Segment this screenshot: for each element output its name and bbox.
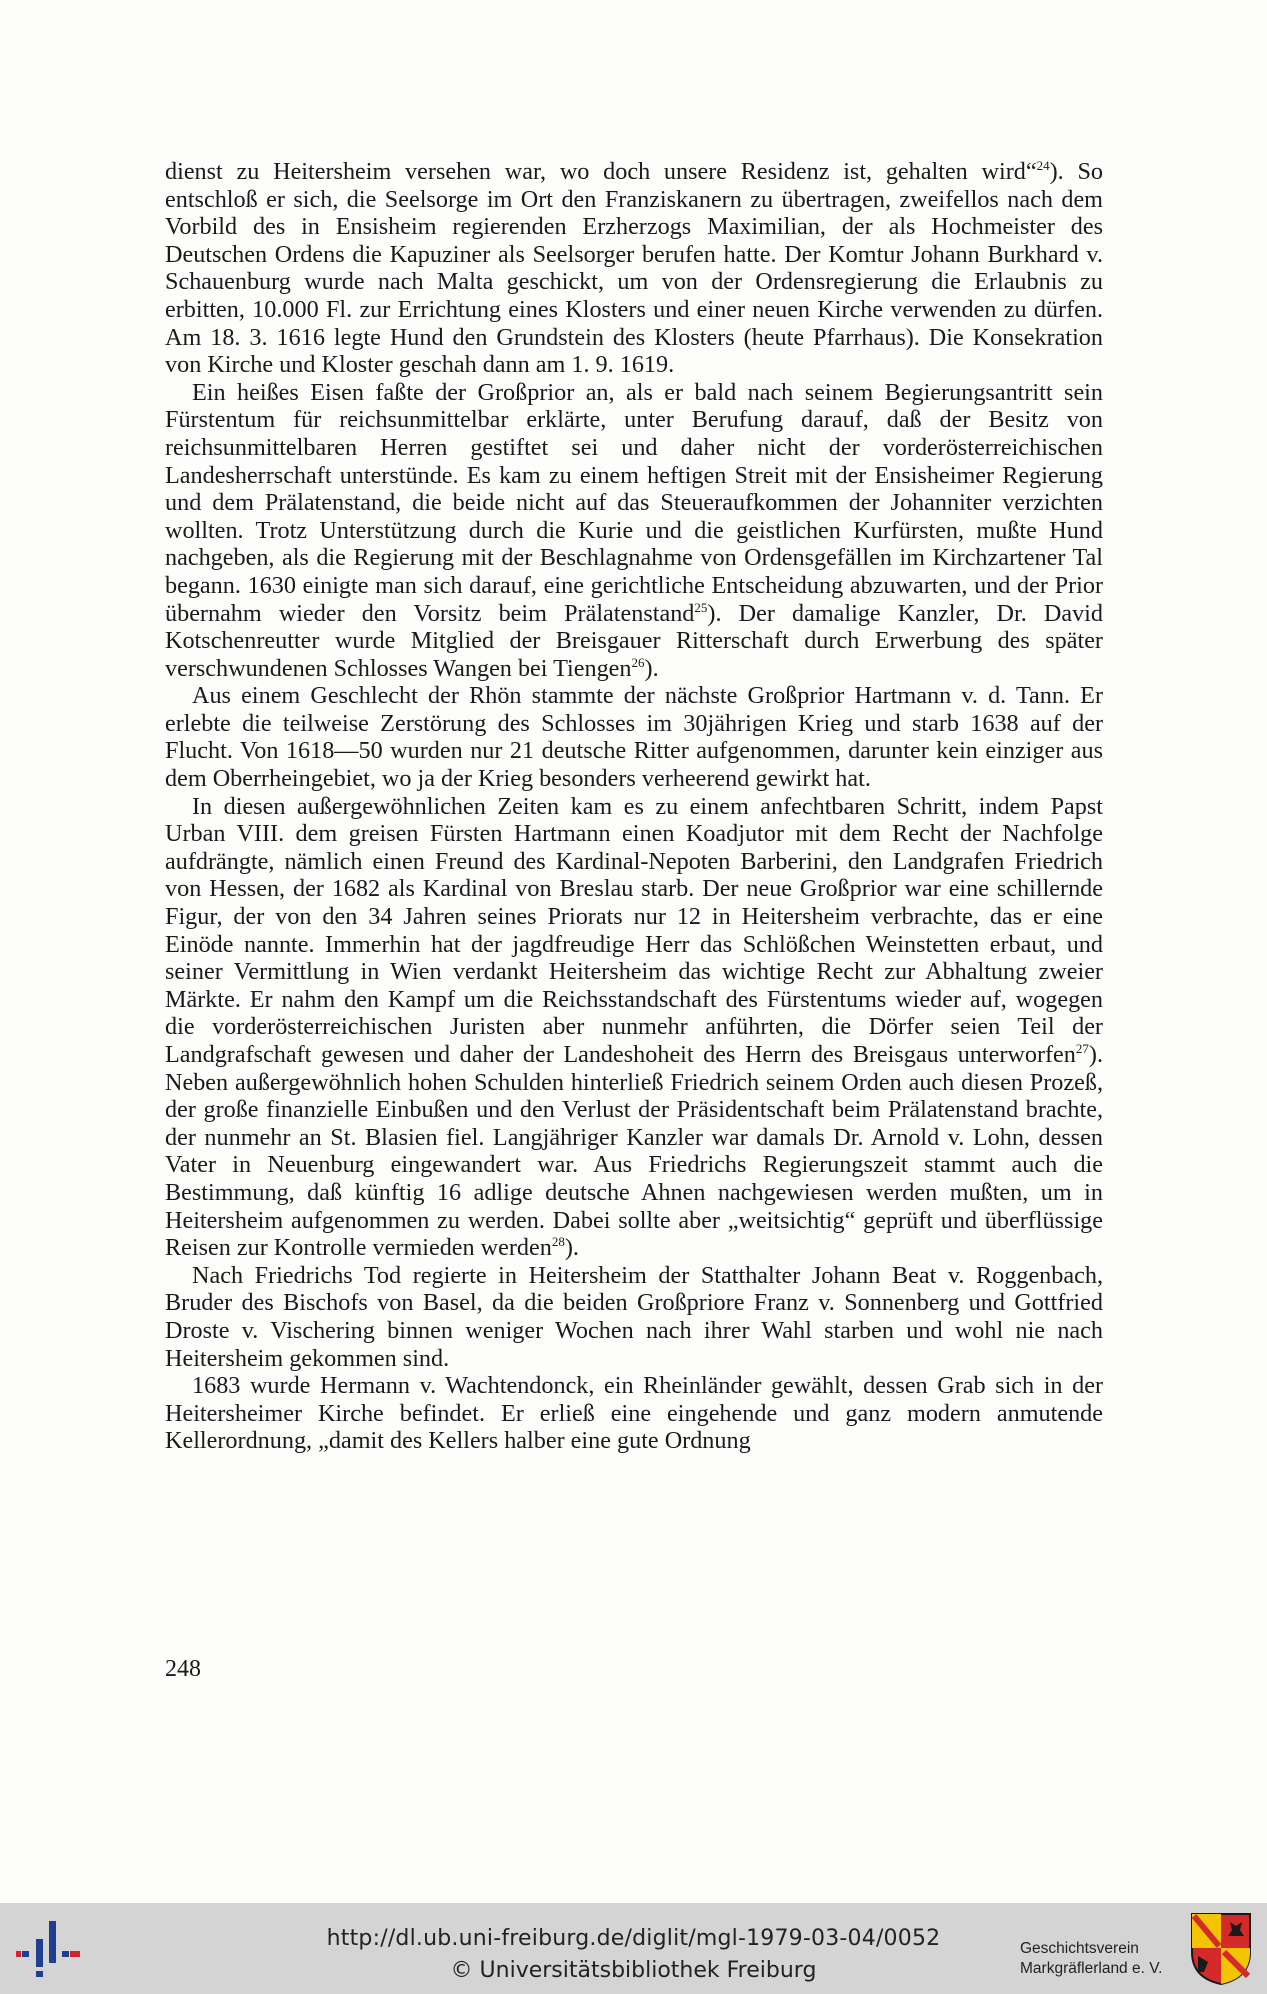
text-run: dienst zu Heitersheim versehen war, wo doch unsere Residenz ist, gehalten wird“ bbox=[165, 158, 1037, 185]
body-paragraph bbox=[165, 682, 1103, 792]
page-number: 248 bbox=[165, 1656, 201, 1682]
society-name-line2: Markgräflerland e. V. bbox=[1020, 1960, 1163, 1977]
body-text bbox=[165, 158, 1103, 1455]
footer-copyright: © Universitätsbibliothek Freiburg bbox=[450, 1958, 817, 1983]
footnote-ref: 24 bbox=[1036, 158, 1050, 173]
body-paragraph bbox=[165, 379, 1103, 683]
footnote-ref: 28 bbox=[551, 1234, 565, 1250]
society-name-line1: Geschichtsverein bbox=[1020, 1940, 1139, 1957]
text-run: 1683 wurde Hermann v. Wachtendonck, ein Rheinländer gewählt, dessen Grab sich in der Heitersheimer Kirche befindet. Er erließ eine eingehende und ganz modern anmutende Kellerordnung, „damit des Kellers halber eine gute Ordnung bbox=[165, 1372, 1103, 1455]
text-run: ). So entschloß er sich, die Seelsorge im Ort den Franziskanern zu übertragen, zweifellos nach dem Vorbild des in Ensisheim regierenden Erzherzogs Maximilian, der als Hochmeister des Deutschen Ordens die Kapuziner als Seelsorger berufen hatte. Der Komtur Johann Burkhard v. Schauenburg wurde nach Malta geschickt, um von der Ordensregierung die Erlaubnis zu erbitten, 10.000 Fl. zur Errichtung eines Klosters und einer neuen Kirche verwenden zu dürfen. Am 18. 3. 1616 legte Hund den Grundstein des Klosters (heute Pfarrhaus). Die Konsekration von Kirche und Kloster geschah dann am 1. 9. 1619. bbox=[165, 158, 1103, 379]
footer-url-link[interactable]: http://dl.ub.uni-freiburg.de/diglit/mgl-1979-03-04/0052 bbox=[326, 1926, 941, 1951]
text-run: Ein heißes Eisen faßte der Großprior an, als er bald nach seinem Begierungsantritt sein Fürstentum für reichsunmittelbar erklärte, unter Berufung darauf, daß der Besitz von reichsunmittelbaren Herren gestiftet sei und daher nicht der vorderösterreichischen Landesherrschaft unterstünde. Es kam zu einem heftigen Streit mit der Ensisheimer Regierung und dem Prälatenstand, die beide nicht auf das Steueraufkommen der Johanniter verzichten wollten. Trotz Unterstützung durch die Kurie und die geistlichen Kurfürsten, mußte Hund nachgeben, als die Regierung mit der Beschlagnahme von Ordensgefällen im Kirchzartener Tal begann. 1630 einigte man sich darauf, eine gerichtliche Entscheidung abzuwarten, und der Prior übernahm wieder den Vorsitz beim Prälatenstand bbox=[165, 378, 1103, 627]
body-paragraph bbox=[165, 158, 1103, 379]
text-run: Aus einem Geschlecht der Rhön stammte der nächste Großprior Hartmann v. d. Tann. Er erlebte die teilweise Zerstörung des Schlosses im 30jährigen Krieg und starb 1638 auf der Flucht. Von 1618—50 wurden nur 21 deutsche Ritter aufgenommen, darunter kein einziger aus dem Oberrheingebiet, wo ja der Krieg besonders verheerend gewirkt hat. bbox=[165, 682, 1103, 793]
text-run: In diesen außergewöhnlichen Zeiten kam es zu einem anfechtbaren Schritt, indem Papst Urban VIII. dem greisen Fürsten Hartmann einen Koadjutor mit dem Recht der Nachfolge aufdrängte, nämlich einen Freund des Kardinal-Nepoten Barberini, den Landgrafen Friedrich von Hessen, der 1682 als Kardinal von Breslau starb. Der neue Großprior war eine schillernde Figur, der von den 34 Jahren seines Priorats nur 12 in Heitersheim verbrachte, das er eine Einöde nannte. Immerhin hat der jagdfreudige Herr das Schlößchen Weinstetten erbaut, und seiner Vermittlung in Wien verdankt Heitersheim das wichtige Recht zur Abhaltung zweier Märkte. Er nahm den Kampf um die Reichsstandschaft des Fürstentums wieder auf, wogegen die vorderösterreichischen Juristen aber nunmehr anführten, die Dörfer seien Teil der Landgrafschaft gewesen und daher der Landeshoheit des Herrn des Breisgaus unterworfen bbox=[165, 792, 1103, 1068]
text-run: ). Neben außergewöhnlich hohen Schulden hinterließ Friedrich seinem Orden auch diesen Prozeß, der große finanzielle Einbußen und den Verlust der Präsidentschaft beim Prälatenstand brachte, der nunmehr an St. Blasien fiel. Langjähriger Kanzler war damals Dr. Arnold v. Lohn, dessen Vater in Neuenburg eingewandert war. Aus Friedrichs Regierungszeit stammt auch die Bestimmung, daß künftig 16 adlige deutsche Ahnen nachgewiesen werden mußten, um in Heitersheim aufgenommen zu werden. Dabei sollte aber „weitsichtig“ geprüft und überflüssige Reisen zur Kontrolle vermieden werden bbox=[165, 1041, 1103, 1262]
body-paragraph bbox=[165, 793, 1103, 1262]
text-run: Nach Friedrichs Tod regierte in Heitersheim der Statthalter Johann Beat v. Roggenbach, Bruder des Bischofs von Basel, da die beiden Großpriore Franz v. Sonnenberg und Gottfried Droste v. Vischering binnen weniger Wochen nach ihrer Wahl starben und wohl nie nach Heitersheim gekommen sind. bbox=[165, 1261, 1103, 1372]
body-paragraph bbox=[165, 1262, 1103, 1372]
viewer-footer bbox=[0, 1903, 1267, 1994]
society-name bbox=[1020, 1939, 1180, 1979]
text-run: ). bbox=[564, 1234, 579, 1262]
footnote-ref: 27 bbox=[1075, 1041, 1089, 1056]
body-paragraph bbox=[165, 1372, 1103, 1455]
text-run: ). Der damalige Kanzler, Dr. David Kotschenreutter wurde Mitglied der Breisgauer Ritterschaft durch Erwerbung des später verschwundenen Schlosses Wangen bei Tiengen bbox=[165, 599, 1103, 682]
coat-of-arms-icon[interactable] bbox=[1190, 1912, 1252, 1986]
text-run: ). bbox=[644, 654, 659, 682]
footnote-ref: 25 bbox=[694, 599, 708, 615]
footnote-ref: 26 bbox=[631, 654, 645, 670]
